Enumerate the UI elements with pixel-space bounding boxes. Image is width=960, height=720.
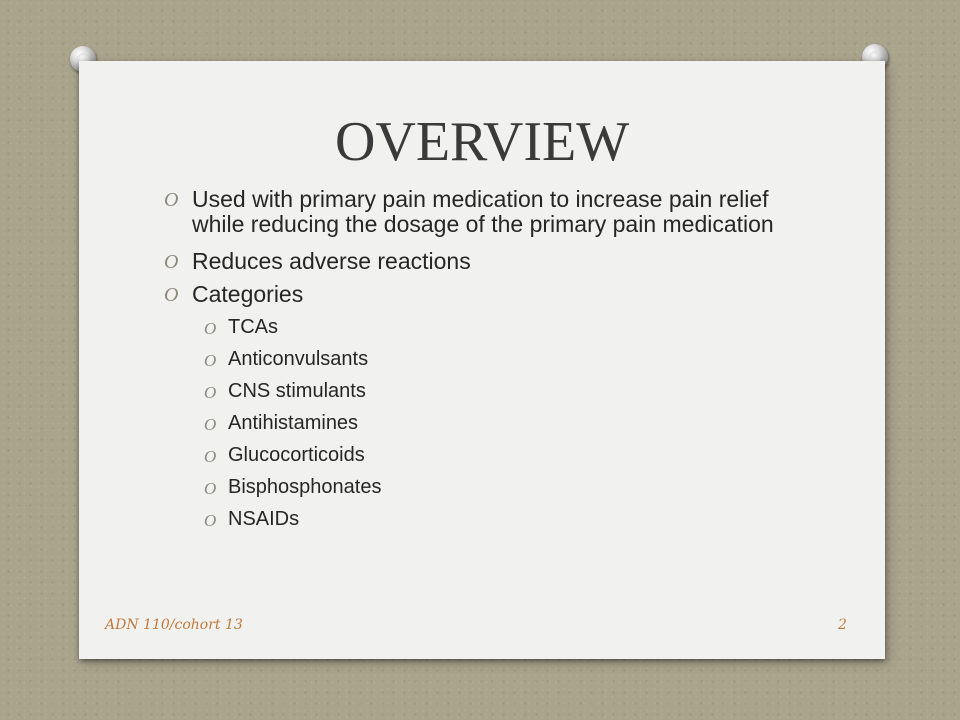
slide-title: OVERVIEW (334, 111, 630, 173)
sub-bullet-item (204, 315, 804, 339)
bullet-marker-icon: O (164, 189, 179, 211)
bullet-marker-icon: O (164, 251, 179, 273)
bullet-marker-icon: O (204, 319, 217, 338)
bullet-marker-icon: O (204, 351, 217, 370)
bullet-item (164, 187, 804, 237)
sub-bullet-text: Glucocorticoids (228, 444, 365, 466)
bullet-text: Categories (192, 281, 304, 307)
sub-bullet-text: TCAs (228, 316, 278, 338)
sub-bullet-text: Antihistamines (228, 412, 359, 434)
bullet-marker-icon: O (204, 383, 217, 402)
sub-bullet-item (204, 411, 804, 435)
sub-bullet-item (204, 475, 804, 499)
slide-footer: ADN 110/cohort 13 (105, 617, 243, 633)
sub-bullet-text: NSAIDs (228, 508, 300, 530)
bullet-marker-icon: O (204, 479, 217, 498)
bullet-marker-icon: O (204, 447, 217, 466)
bullet-text: Used with primary pain medication to increase pain relief while reducing the dosage of the primary pain medication (192, 186, 774, 237)
bullet-item (164, 282, 804, 307)
sub-bullet-text: Bisphosphonates (228, 476, 382, 498)
bullet-marker-icon: O (164, 284, 179, 306)
bullet-list (164, 187, 804, 531)
bullet-marker-icon: O (204, 511, 217, 530)
sub-bullet-item (204, 507, 804, 531)
sub-bullet-text: Anticonvulsants (228, 348, 369, 370)
sub-bullet-text: CNS stimulants (228, 380, 366, 402)
sub-bullet-item (204, 443, 804, 467)
page-number: 2 (838, 617, 847, 633)
sub-bullet-item (204, 379, 804, 403)
sub-bullet-item (204, 347, 804, 371)
bullet-text: Reduces adverse reactions (192, 248, 471, 274)
bullet-item (164, 249, 804, 274)
bullet-marker-icon: O (204, 415, 217, 434)
